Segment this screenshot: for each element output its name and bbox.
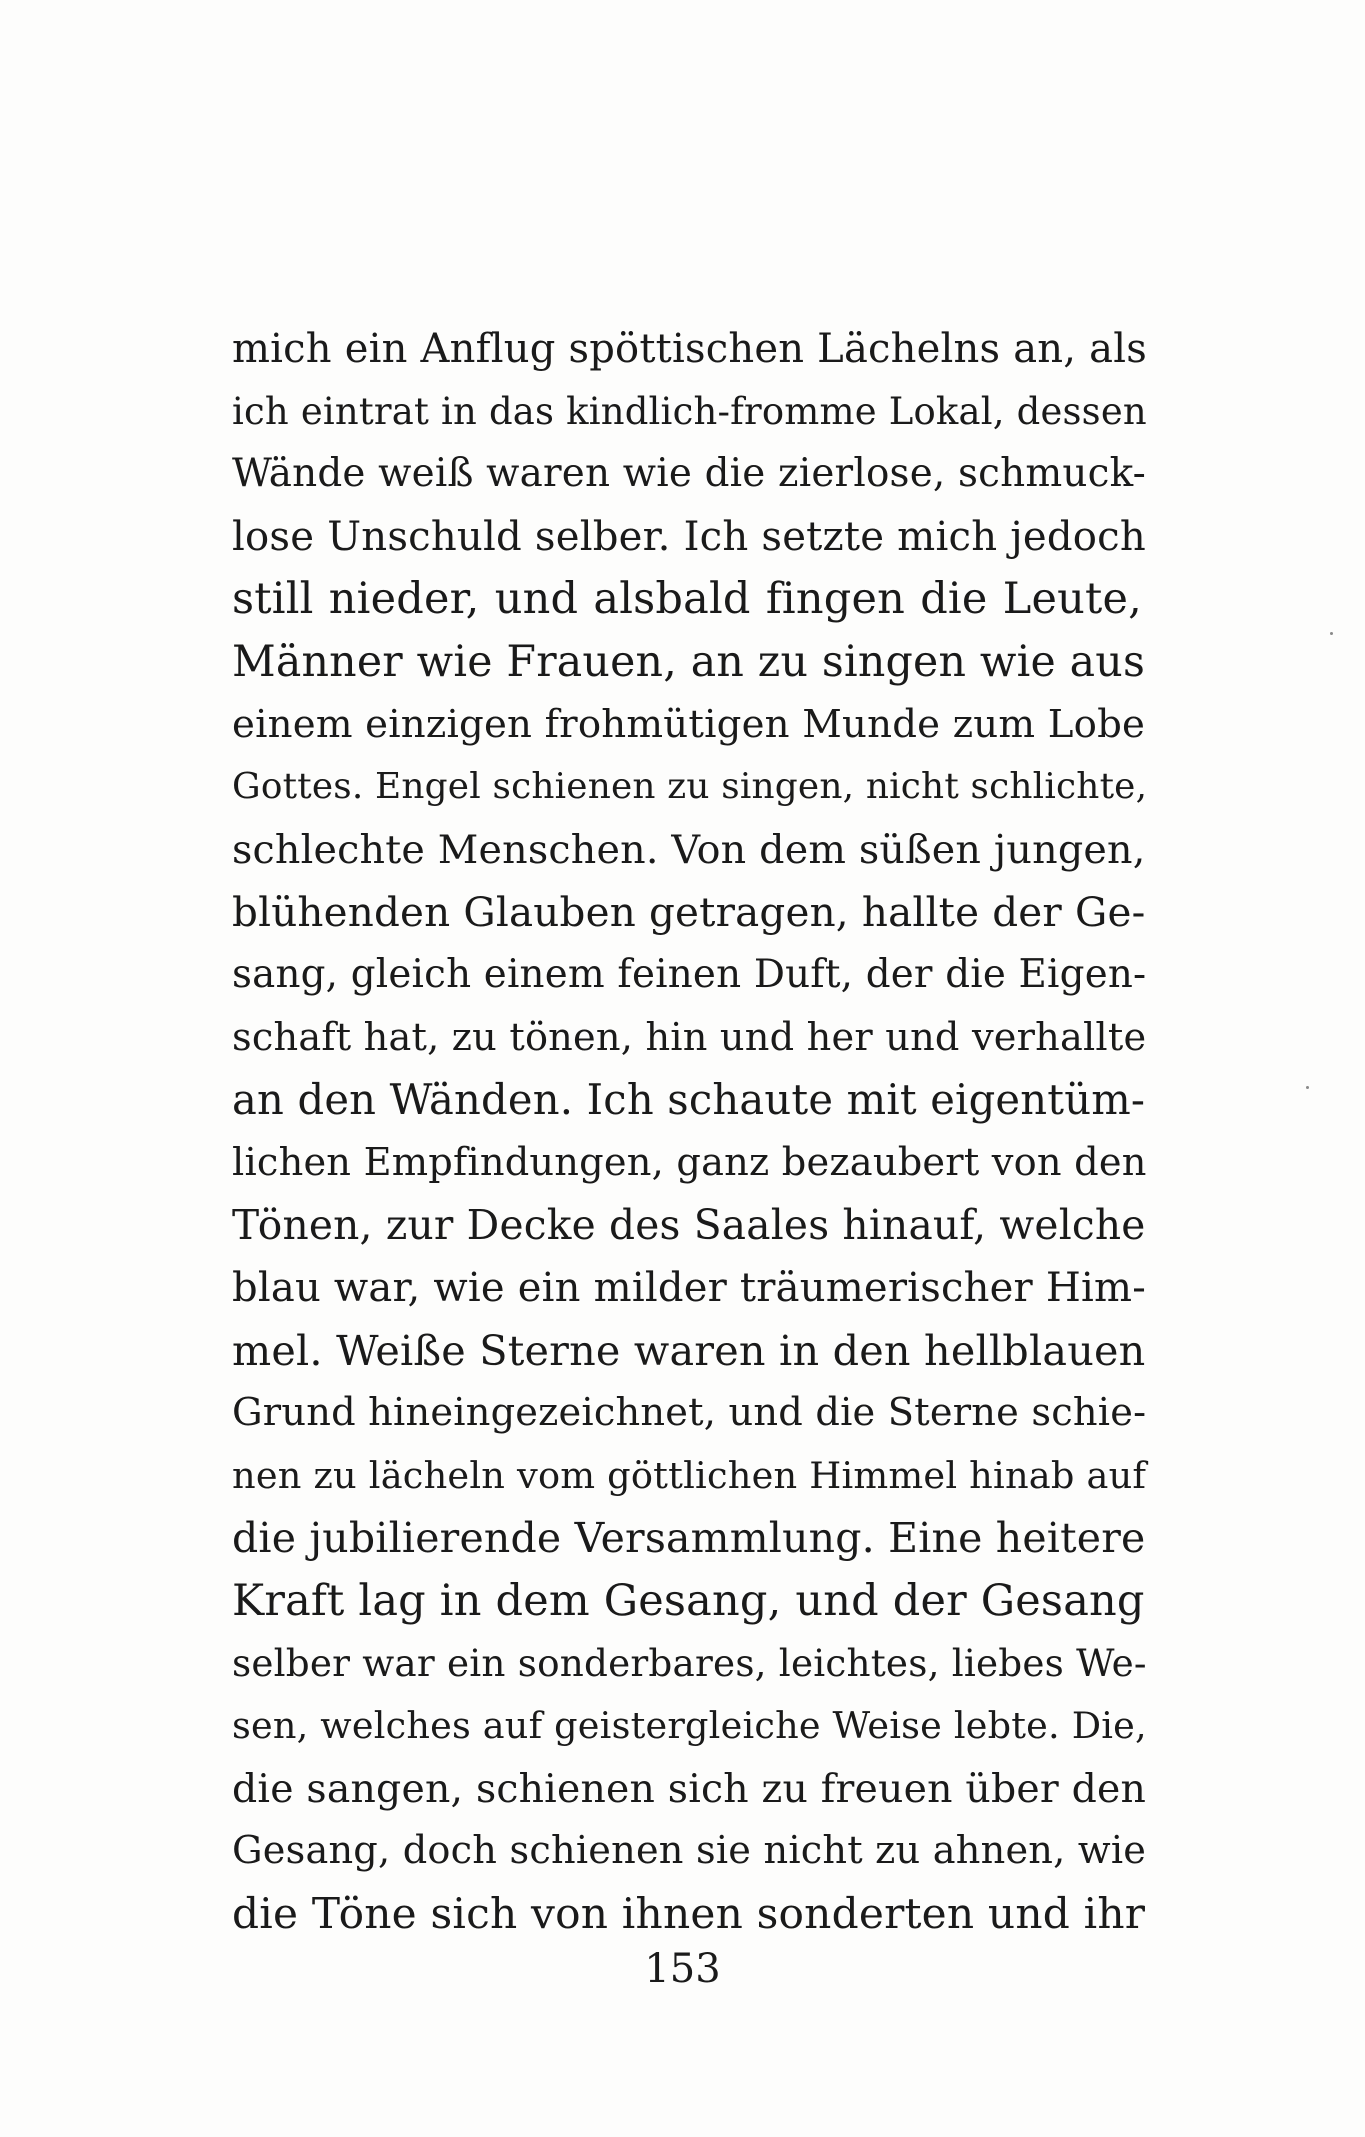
text-line: ich eintrat in das kindlich-fromme Lokal, dessen <box>232 389 1147 433</box>
text-line: Wände weiß waren wie die zierlose, schmuck- <box>232 451 1146 497</box>
text-line: einem einzigen frohmütigen Munde zum Lobe <box>232 701 1146 747</box>
text-line: selber war ein sonderbares, leichtes, liebes We- <box>232 1641 1147 1686</box>
text-line: blühenden Glauben getragen, hallte der Ge- <box>232 888 1146 937</box>
text-line: Kraft lag in dem Gesang, und der Gesang <box>232 1575 1145 1626</box>
text-line: mich ein Anflug spöttischen Lächelns an, als <box>232 326 1147 372</box>
text-line: blau war, wie ein milder träumerischer Him- <box>232 1264 1146 1311</box>
text-line: die sangen, schienen sich zu freuen über den <box>232 1765 1147 1812</box>
page-number: 153 <box>644 1946 721 1992</box>
text-line: die jubilierende Versammlung. Eine heitere <box>232 1514 1146 1563</box>
text-line: die Töne sich von ihnen sonderten und ihr <box>232 1888 1146 1938</box>
text-line: Gesang, doch schienen sie nicht zu ahnen, wie <box>232 1828 1147 1874</box>
text-line: schaft hat, zu tönen, hin und her und verhallte <box>232 1014 1147 1060</box>
text-line: an den Wänden. Ich schaute mit eigentüm- <box>232 1075 1146 1125</box>
text-line: Grund hineingezeichnet, und die Sterne schie- <box>232 1390 1147 1436</box>
text-line: schlechte Menschen. Von dem süßen jungen, <box>232 826 1146 873</box>
text-line: lose Unschuld selber. Ich setzte mich jedoch <box>232 513 1146 560</box>
paper-speck <box>1330 632 1333 635</box>
paper-speck <box>1306 1086 1309 1089</box>
text-line: mel. Weiße Sterne waren in den hellblauen <box>232 1326 1146 1375</box>
text-line: nen zu lächeln vom göttlichen Himmel hinab auf <box>232 1453 1147 1497</box>
text-line: Tönen, zur Decke des Saales hinauf, welche <box>232 1201 1146 1250</box>
text-line: Männer wie Frauen, an zu singen wie aus <box>232 636 1146 687</box>
text-line: still nieder, und alsbald fingen die Leute, <box>232 574 1142 625</box>
text-line: sang, gleich einem feinen Duft, der die Eigen- <box>232 951 1147 997</box>
body-text <box>232 318 1148 1945</box>
text-line: Gottes. Engel schienen zu singen, nicht schlichte, <box>232 766 1148 808</box>
text-line: lichen Empfindungen, ganz bezaubert von den <box>232 1139 1147 1185</box>
text-line: sen, welches auf geistergleiche Weise lebte. Die, <box>232 1704 1147 1748</box>
